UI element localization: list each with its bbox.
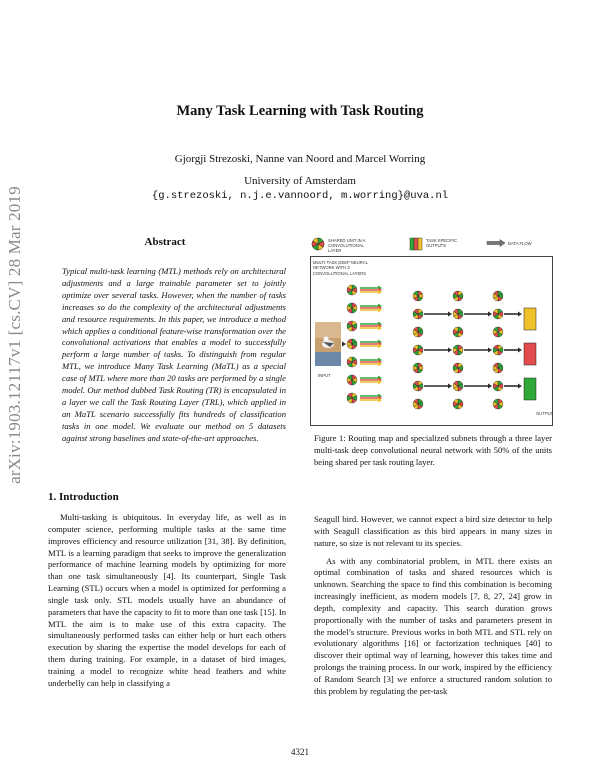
unit-l2-7	[413, 399, 423, 409]
network-diagram	[310, 256, 553, 424]
unit-l2-5	[413, 363, 423, 373]
unit-l1-7	[347, 393, 357, 403]
arrow-seg1-2-head	[488, 384, 492, 389]
unit-l4-7	[493, 399, 503, 409]
legend-dataflow-arrow-icon	[487, 240, 505, 247]
arrow-seg0-2-head	[448, 384, 452, 389]
arrow-seg0-1-head	[448, 348, 452, 353]
network-label: MULTI-TASK DEEP NEURAL NETWORK WITH 3 CONVOLUTIONAL LAYERS	[313, 260, 368, 276]
output-green	[524, 378, 536, 400]
unit-l1-5	[347, 357, 357, 367]
legend-dataflow-label: DATA FLOW	[508, 241, 532, 246]
unit-l4-4	[493, 345, 503, 355]
unit-l4-3	[493, 327, 503, 337]
output-red	[524, 343, 536, 365]
author-emails: {g.strezoski, n.j.e.vannoord, m.worring}@uva.nl	[151, 190, 449, 202]
unit-l1-2	[347, 303, 357, 313]
unit-l4-6	[493, 381, 503, 391]
intro-column-2	[314, 514, 552, 698]
figure-1	[310, 236, 553, 426]
intro-paragraph-2: Seagull bird. However, we cannot expect a bird size detector to help with Seagull classification as this bird appears in many sizes in nature, so size is not relevant to its species.	[314, 514, 552, 548]
unit-l4-5	[493, 363, 503, 373]
unit-l4-1	[493, 291, 503, 301]
section-heading-introduction: 1. Introduction	[48, 491, 119, 503]
legend-shared-label: SHARED UNIT IN A CONVOLUTIONAL LAYER	[328, 238, 366, 253]
unit-l1-3	[347, 321, 357, 331]
arrow-seg1-0-head	[488, 312, 492, 317]
input-label: INPUT	[318, 373, 331, 378]
input-bird-image	[315, 322, 341, 366]
unit-l1-6	[347, 375, 357, 385]
legend-task-specific-label: TASK SPECIFIC OUTPUTS	[426, 238, 458, 248]
unit-l3-6	[453, 381, 463, 391]
unit-l3-7	[453, 399, 463, 409]
arrow-seg2-1-head	[518, 348, 522, 353]
unit-l2-3	[413, 327, 423, 337]
authors: Gjorgji Strezoski, Nanne van Noord and Marcel Worring	[174, 153, 426, 165]
legend-shared-unit-icon	[312, 238, 324, 250]
unit-l2-4	[413, 345, 423, 355]
intro-paragraph-3: As with any combinatorial problem, in MTL there exists an optimal combination of tasks and shared resources which is unknown. Searching the space to find this combination is becoming increasingly inefficient, as modern models [7, 8, 27, 24] grow in depth, complexity and capacity. This search duration grows proportionally with the number of tasks and parameters present in the model’s structure. Previous works in both MTL and STL rely on evolutionary algorithms [16] or factorization techniques [40] to discover their optimal way of learning, however this takes time and prolongs the training process. In our work, inspired by the efficiency of Random Search [3] we enforce a structured random solution to this problem by regulating the per-task	[314, 555, 552, 696]
unit-l1-4	[347, 339, 357, 349]
unit-l3-4	[453, 345, 463, 355]
page-number: 4321	[291, 747, 309, 757]
legend-task-output-icon	[410, 238, 422, 250]
unit-l4-2	[493, 309, 503, 319]
figure-caption: Figure 1: Routing map and specialized subnets through a three layer multi-task deep convolutional neural network with 50% of the units being shared per task routing layer.	[314, 433, 552, 467]
unit-l3-1	[453, 291, 463, 301]
affiliation: University of Amsterdam	[244, 175, 356, 187]
arrow-input-head	[342, 342, 346, 347]
abstract-heading: Abstract	[144, 236, 186, 248]
arrow-seg1-1-head	[488, 348, 492, 353]
unit-l1-1	[347, 285, 357, 295]
unit-l3-3	[453, 327, 463, 337]
abstract-text: Typical multi-task learning (MTL) methods rely on architectural adjustments and a large trainable parameter set to jointly optimize over several tasks. However, when the number of tasks increases so do the complexity of the architectural adjustments and resource requirements. In this paper, we introduce a method which applies a conditional feature-wise transformation over the convolutional activations that enables a model to successfully perform a large number of tasks. To distinguish from regular MTL, we introduce Many Task Learning (MaTL) as a special case of MTL where more than 20 tasks are performed by a single model. Our method dubbed Task Routing (TR) is encapsulated in a layer we call the Task Routing Layer (TRL), which applied in an MaTL scenario successfully fits hundreds of classification tasks in one model. We evaluate our method on 5 datasets against strong baselines and state-of-the-art approaches.	[62, 266, 286, 443]
arrow-seg2-0-head	[518, 312, 522, 317]
intro-paragraph-1: Multi-tasking is ubiquitous. In everyday life, as well as in computer science, performing multiple tasks at the same time improves efficiency and resource utilization [31, 38]. By definition, MTL is a learning paradigm that seeks to improve the generalization performance of machine learning models by optimizing for more than one task simultaneously [4]. Its counterpart, Single Task Learning (STL) occurs when a model is optimized for performing a single task only. STL models usually have an abundance of parameters that have the capacity to fit to more than one task [15]. In MTL the aim is to make use of this extra capacity. The simultaneously performed tasks can either help or hurt each others execution by sharing the expertise the model develops for each of them during training. For example, in a dataset of bird images, training a model to recognize white head feathers and white underbelly can help in classifying a	[48, 512, 286, 688]
unit-l3-2	[453, 309, 463, 319]
output-yellow	[524, 308, 536, 330]
unit-l2-6	[413, 381, 423, 391]
unit-l2-1	[413, 291, 423, 301]
arxiv-stamp: arXiv:1903.12117v1 [cs.CV] 28 Mar 2019	[5, 186, 24, 484]
output-label: OUTPUT	[536, 411, 554, 416]
arrow-seg0-0-head	[448, 312, 452, 317]
paper-title: Many Task Learning with Task Routing	[176, 103, 424, 119]
unit-l2-2	[413, 309, 423, 319]
unit-l3-5	[453, 363, 463, 373]
intro-column-1	[48, 512, 286, 690]
arrow-seg2-2-head	[518, 384, 522, 389]
